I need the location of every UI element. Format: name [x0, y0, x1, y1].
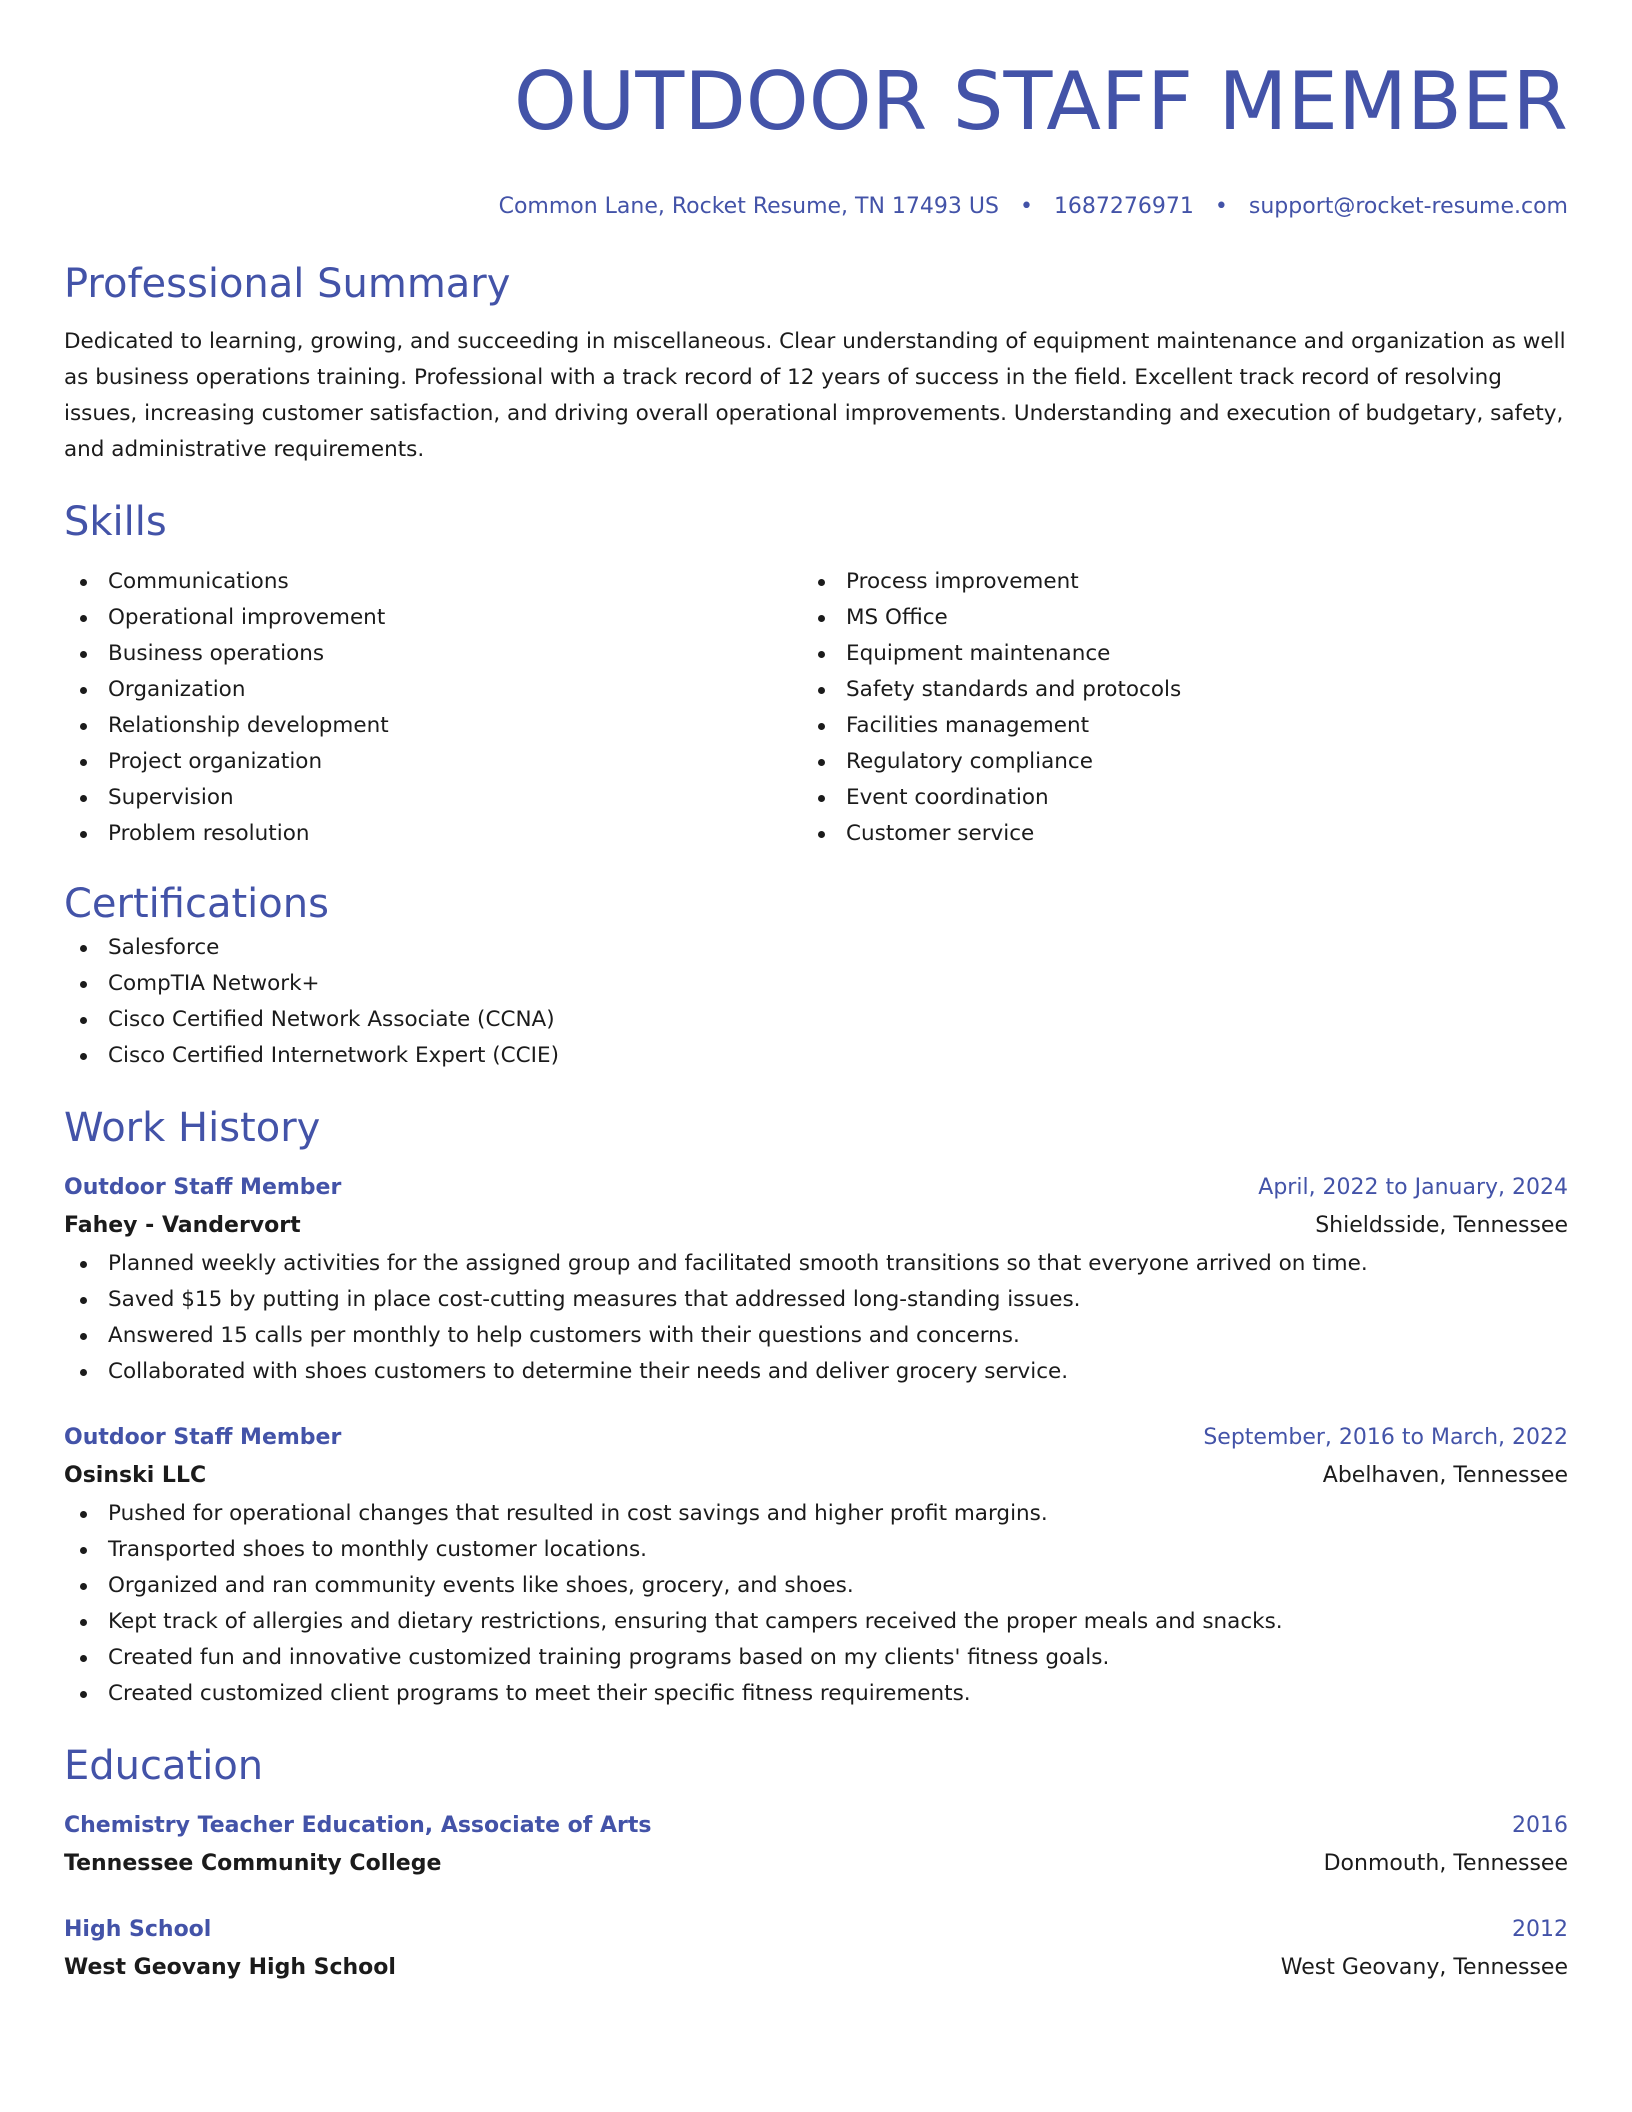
certification-item: CompTIA Network+	[64, 966, 1568, 1002]
job-company-row	[64, 1206, 1568, 1246]
skill-item: MS Office	[802, 600, 1540, 636]
certification-item: Cisco Certified Network Associate (CCNA)	[64, 1002, 1568, 1038]
job-entry	[64, 1170, 1568, 1390]
job-bullet: Pushed for operational changes that resulted in cost savings and higher profit margins.	[64, 1496, 1568, 1532]
job-dates: September, 2016 to March, 2022	[1203, 1425, 1568, 1450]
summary-text: Dedicated to learning, growing, and succeeding in miscellaneous. Clear understanding of equipment maintenance and organization as well as business operations training. Professional with a track record of 12 years of success in the field. Excellent track record of resolving issues, increasing customer satisfaction, and driving overall operational improvements. Understanding and execution of budgetary, safety, and administrative requirements.	[64, 329, 1566, 462]
job-bullet: Planned weekly activities for the assigned group and facilitated smooth transitions so that everyone arrived on time.	[64, 1246, 1568, 1282]
skill-item: Event coordination	[802, 780, 1540, 816]
job-title: Outdoor Staff Member	[64, 1425, 342, 1450]
education-degree-row	[64, 1808, 1568, 1844]
education-school-row	[64, 1948, 1568, 1988]
job-bullet: Transported shoes to monthly customer locations.	[64, 1532, 1568, 1568]
certifications-heading: Certifications	[64, 881, 329, 927]
job-title: Outdoor Staff Member	[64, 1175, 342, 1200]
contact-phone: 1687276971	[1053, 194, 1194, 219]
skill-item: Facilities management	[802, 708, 1540, 744]
job-bullet: Collaborated with shoes customers to determine their needs and deliver grocery service.	[64, 1354, 1568, 1390]
certification-item: Salesforce	[64, 930, 1568, 966]
summary-section	[64, 258, 1568, 468]
job-bullets	[64, 1496, 1568, 1712]
certifications-list	[64, 930, 1568, 1074]
skill-item: Regulatory compliance	[802, 744, 1540, 780]
job-bullet: Kept track of allergies and dietary restrictions, ensuring that campers received the proper meals and snacks.	[64, 1604, 1568, 1640]
skill-item: Business operations	[64, 636, 802, 672]
skill-item: Operational improvement	[64, 600, 802, 636]
skill-item: Communications	[64, 564, 802, 600]
skill-item: Project organization	[64, 744, 802, 780]
job-bullet: Answered 15 calls per monthly to help customers with their questions and concerns.	[64, 1318, 1568, 1354]
education-section	[64, 1740, 1568, 1988]
job-location: Shieldsside, Tennessee	[1315, 1213, 1568, 1238]
education-entry	[64, 1808, 1568, 1884]
job-bullet: Organized and ran community events like shoes, grocery, and shoes.	[64, 1568, 1568, 1604]
contact-email: support@rocket-resume.com	[1248, 194, 1568, 219]
education-school: West Geovany High School	[64, 1955, 396, 1980]
education-year: 2012	[1512, 1917, 1568, 1942]
job-title-row	[64, 1420, 1568, 1456]
skill-item: Customer service	[802, 816, 1540, 852]
education-year: 2016	[1512, 1813, 1568, 1838]
job-dates: April, 2022 to January, 2024	[1258, 1175, 1568, 1200]
contact-separator: •	[1214, 194, 1228, 219]
job-company: Fahey - Vandervort	[64, 1213, 301, 1238]
resume-header	[64, 0, 1568, 222]
skill-item: Problem resolution	[64, 816, 802, 852]
education-degree: High School	[64, 1917, 212, 1942]
contact-separator: •	[1019, 194, 1033, 219]
certification-item: Cisco Certified Internetwork Expert (CCIE)	[64, 1038, 1568, 1074]
skill-item: Relationship development	[64, 708, 802, 744]
education-entry	[64, 1912, 1568, 1988]
job-company: Osinski LLC	[64, 1463, 207, 1488]
work-history-heading: Work History	[64, 1105, 321, 1151]
education-location: West Geovany, Tennessee	[1280, 1955, 1568, 1980]
job-bullet: Saved $15 by putting in place cost-cutting measures that addressed long-standing issues.	[64, 1282, 1568, 1318]
education-school: Tennessee Community College	[64, 1851, 442, 1876]
skills-list-right	[802, 564, 1540, 852]
education-degree-row	[64, 1912, 1568, 1948]
candidate-name: OUTDOOR STAFF MEMBER	[513, 55, 1568, 148]
skill-item: Safety standards and protocols	[802, 672, 1540, 708]
contact-line	[64, 192, 1568, 222]
skills-heading: Skills	[64, 499, 167, 545]
job-bullets	[64, 1246, 1568, 1390]
education-school-row	[64, 1844, 1568, 1884]
skill-item: Supervision	[64, 780, 802, 816]
job-company-row	[64, 1456, 1568, 1496]
summary-heading: Professional Summary	[64, 261, 511, 307]
skills-list-left	[64, 564, 802, 852]
education-heading: Education	[64, 1743, 264, 1789]
education-degree: Chemistry Teacher Education, Associate of Arts	[64, 1813, 652, 1838]
skills-grid	[64, 564, 1568, 852]
certifications-section	[64, 878, 1568, 1074]
skills-section	[64, 496, 1568, 852]
education-location: Donmouth, Tennessee	[1323, 1851, 1568, 1876]
job-title-row	[64, 1170, 1568, 1206]
skill-item: Organization	[64, 672, 802, 708]
job-bullet: Created fun and innovative customized training programs based on my clients' fitness goals.	[64, 1640, 1568, 1676]
skill-item: Process improvement	[802, 564, 1540, 600]
work-history-section	[64, 1102, 1568, 1712]
skill-item: Equipment maintenance	[802, 636, 1540, 672]
job-bullet: Created customized client programs to meet their specific fitness requirements.	[64, 1676, 1568, 1712]
contact-address: Common Lane, Rocket Resume, TN 17493 US	[498, 194, 999, 219]
job-location: Abelhaven, Tennessee	[1322, 1463, 1568, 1488]
job-entry	[64, 1420, 1568, 1712]
